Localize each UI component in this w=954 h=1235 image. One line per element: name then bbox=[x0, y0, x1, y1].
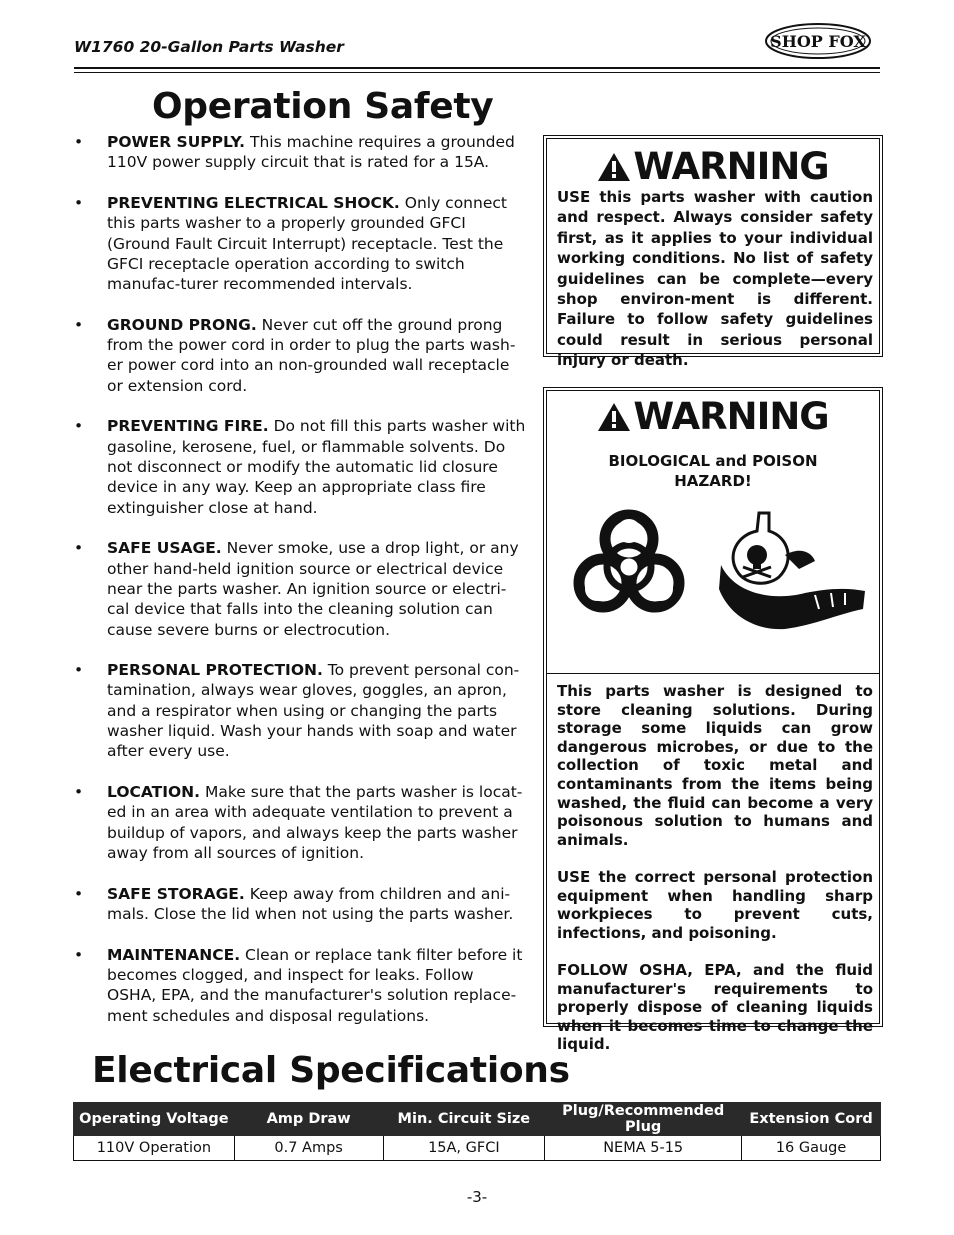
safety-bullet-text: This machine requires a grounded 110V power supply circuit that is rated for a 15A. bbox=[107, 133, 515, 172]
page-number: -3- bbox=[466, 1188, 488, 1206]
warning-text: USE this parts washer with caution and respect. Always consider safety first, as it applies to your individual working conditions. No list of safety guidelines can be complete—every shop environ-ment is different. Failure to follow safety guidelines could result in serious personal injury or death. bbox=[557, 188, 873, 370]
safety-bullet-list bbox=[74, 132, 526, 1046]
safety-bullet-text: To prevent personal con-tamination, always wear gloves, goggles, an apron, and a respirator when using or changing the parts washer liquid. Wash your hands with soap and water after every use. bbox=[107, 661, 520, 761]
table-cell: 15A, GFCI bbox=[383, 1136, 545, 1161]
hazard-subtitle: BIOLOGICAL and POISON HAZARD! bbox=[608, 452, 818, 490]
table-cell: 0.7 Amps bbox=[234, 1136, 383, 1161]
shop-fox-logo bbox=[764, 22, 872, 60]
safety-bullet-item bbox=[74, 945, 526, 1026]
electrical-specs-table bbox=[73, 1102, 881, 1161]
safety-bullet-text: Keep away from children and ani-mals. Close the lid when not using the parts washer. bbox=[107, 884, 514, 923]
safety-bullet-text: Never smoke, use a drop light, or any other hand-held ignition source or electrical device near the parts washer. An ignition source or electri-cal device that falls into the cleaning solution can cause severe burns or electrocution. bbox=[107, 539, 519, 639]
safety-bullet-item bbox=[74, 660, 526, 761]
safety-bullet-label: SAFE USAGE. bbox=[107, 539, 222, 558]
safety-bullet-item bbox=[74, 782, 526, 863]
header-rule-thin bbox=[74, 72, 880, 73]
warning-box-general bbox=[543, 135, 883, 370]
hazard-icons bbox=[547, 505, 879, 665]
electrical-specs-heading: Electrical Specifications bbox=[92, 1050, 570, 1091]
safety-bullet-label: GROUND PRONG. bbox=[107, 315, 257, 334]
safety-bullet-label: PREVENTING FIRE. bbox=[107, 417, 269, 436]
table-header-cell: Extension Cord bbox=[742, 1103, 881, 1136]
safety-bullet-item bbox=[74, 538, 526, 639]
safety-bullet-item bbox=[74, 193, 526, 294]
safety-bullet-item bbox=[74, 315, 526, 396]
table-header-cell: Min. Circuit Size bbox=[383, 1103, 545, 1136]
poison-flask-icon bbox=[715, 505, 875, 635]
table-header-row bbox=[74, 1103, 881, 1136]
safety-bullet-label: PREVENTING ELECTRICAL SHOCK. bbox=[107, 193, 400, 212]
table-cell: 16 Gauge bbox=[742, 1136, 881, 1161]
table-row bbox=[74, 1136, 881, 1161]
table-header-cell: Plug/Recommended Plug bbox=[545, 1103, 742, 1136]
warning-paragraph: USE the correct personal protection equipment when handling sharp workpieces to prevent cuts, infections, and poisoning. bbox=[557, 867, 873, 942]
header-title: W1760 20-Gallon Parts Washer bbox=[74, 38, 344, 56]
safety-bullet-label: POWER SUPPLY. bbox=[107, 133, 246, 151]
warning-title: WARNING bbox=[547, 397, 879, 437]
safety-bullet-item bbox=[74, 884, 526, 925]
safety-bullet-label: MAINTENANCE. bbox=[107, 945, 241, 964]
warning-paragraph: FOLLOW OSHA, EPA, and the fluid manufacturer's requirements to properly dispose of cleaning liquids when it becomes time to change the liquid. bbox=[557, 960, 873, 1054]
safety-bullet-label: PERSONAL PROTECTION. bbox=[107, 661, 323, 680]
table-cell: NEMA 5-15 bbox=[545, 1136, 742, 1161]
warning-triangle-icon bbox=[597, 152, 631, 182]
safety-bullet-item bbox=[74, 416, 526, 517]
safety-bullet-item bbox=[74, 132, 526, 173]
safety-bullet-label: LOCATION. bbox=[107, 783, 201, 802]
warning-triangle-icon bbox=[597, 402, 631, 432]
safety-bullet-label: SAFE STORAGE. bbox=[107, 884, 245, 903]
table-header-cell: Operating Voltage bbox=[74, 1103, 235, 1136]
warning-text-block bbox=[547, 674, 879, 1054]
warning-box-biohazard bbox=[543, 387, 883, 1054]
header-rule bbox=[74, 67, 880, 69]
safety-bullet-text: Clean or replace tank filter before it becomes clogged, and inspect for leaks. Follow OSHA, EPA, and the manufacturer's solution replace-ment schedules and disposal regulations. bbox=[107, 945, 523, 1025]
safety-bullet-text: Do not fill this parts washer with gasoline, kerosene, fuel, or flammable solvents. Do not disconnect or modify the automatic lid closure device in any way. Keep an appropriate class fire extinguisher close at hand. bbox=[107, 417, 526, 517]
safety-bullet-text: Never cut off the ground prong from the power cord in order to plug the parts wash-er power cord into an non-grounded wall receptacle or extension cord. bbox=[107, 315, 516, 395]
safety-bullet-text: Make sure that the parts washer is locat-ed in an area with adequate ventilation to prevent a buildup of vapors, and always keep the parts washer away from all sources of ignition. bbox=[107, 783, 523, 862]
warning-title: WARNING bbox=[547, 147, 879, 187]
svg-text:SHOP FOX: SHOP FOX bbox=[770, 32, 866, 51]
operation-safety-heading: Operation Safety bbox=[152, 86, 494, 127]
warning-paragraph: This parts washer is designed to store cleaning solutions. During storage some liquids can grow dangerous microbes, or due to the collection of toxic metal and contaminants from the items being washed, the fluid can become a very poisonous solution to humans and animals. bbox=[557, 682, 873, 849]
table-header-cell: Amp Draw bbox=[234, 1103, 383, 1136]
biohazard-icon bbox=[567, 505, 691, 625]
safety-bullet-text: Only connect this parts washer to a properly grounded GFCI (Ground Fault Circuit Interrupt) receptacle. Test the GFCI receptacle operation according to switch manufac-turer recommended intervals. bbox=[107, 193, 507, 294]
table-cell: 110V Operation bbox=[74, 1136, 235, 1161]
